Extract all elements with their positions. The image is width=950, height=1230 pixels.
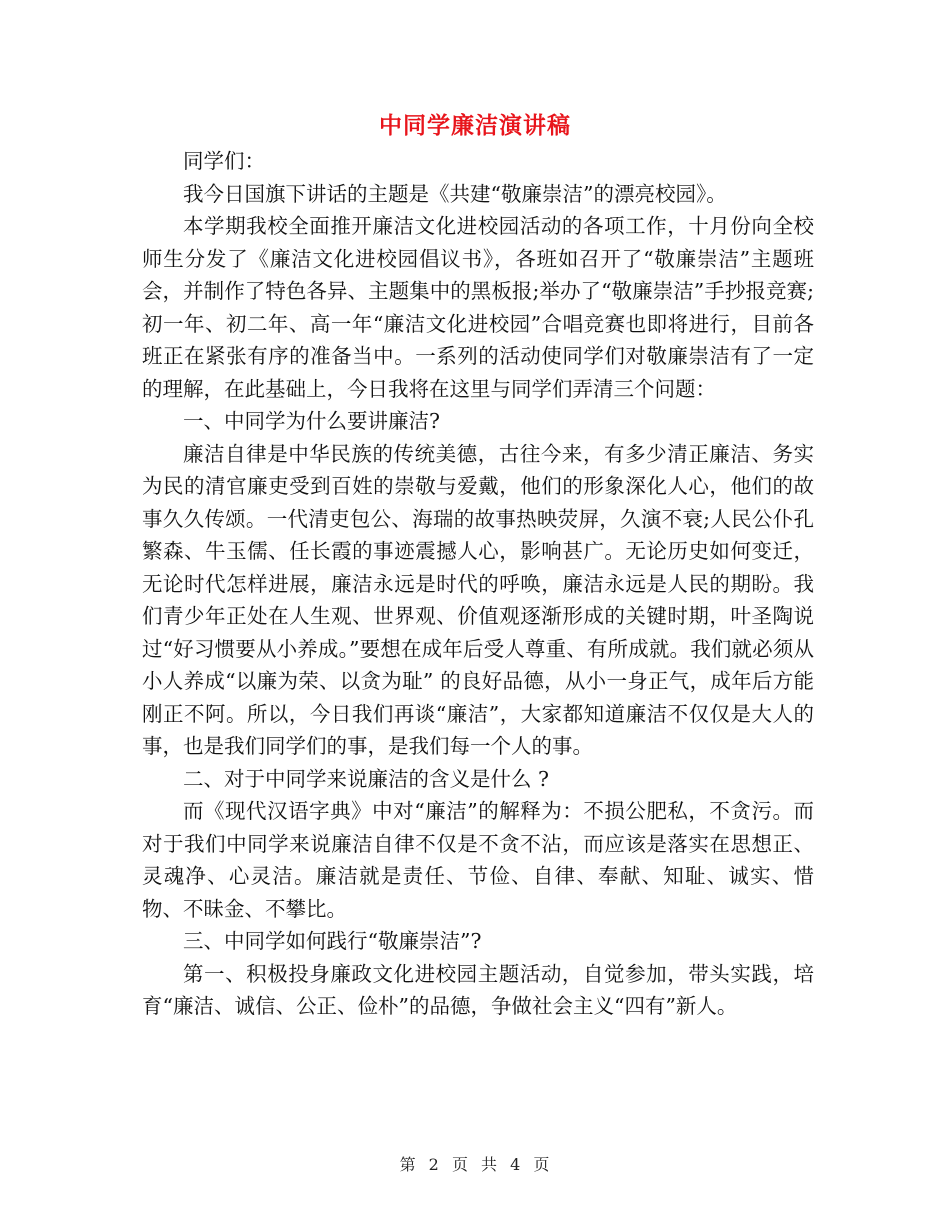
paragraph-background: 本学期我校全面推开廉洁文化进校园活动的各项工作，十月份向全校师生分发了《廉洁文化进校园倡议书》，各班如召开了“敬廉崇洁”主题班会，并制作了特色各异、主题集中的黑板报;举办了“敬廉崇洁”手抄报竞赛;初一年、初二年、高一年“廉洁文化进校园”合唱竞赛也即将进行，目前各班正在紧张有序的准备当中。一系列的活动使同学们对敬廉崇洁有了一定的理解，在此基础上，今日我将在这里与同学们弄清三个问题： — [142, 214, 814, 401]
document-body — [142, 145, 814, 1023]
paragraph-greeting: 同学们： — [183, 149, 265, 173]
heading-question-2: 二、对于中同学来说廉洁的含义是什么 ? — [183, 766, 550, 791]
paragraph-answer-3: 第一、积极投身廉政文化进校园主题活动，自觉参加，带头实践，培育“廉洁、诚信、公正、俭朴”的品德，争做社会主义“四有”新人。 — [142, 961, 814, 1018]
page-footer: 第 2 页 共 4 页 — [399, 1155, 551, 1174]
paragraph-answer-1: 廉洁自律是中华民族的传统美德，古往今来，有多少清正廉洁、务实为民的清官廉吏受到百姓的崇敬与爱戴，他们的形象深化人心，他们的故事久久传颂。一代清吏包公、海瑞的故事热映荧屏，久演不衰;人民公仆孔繁森、牛玉儒、任长霞的事迹震撼人心，影响甚广。无论历史如何变迁，无论时代怎样进展，廉洁永远是时代的呼唤，廉洁永远是人民的期盼。我们青少年正处在人生观、世界观、价值观逐渐形成的关键时期，叶圣陶说过“好习惯要从小养成。”要想在成年后受人尊重、有所成就。我们就必须从小人养成“以廉为荣、以贪为耻” 的良好品德，从小一身正气，成年后方能刚正不阿。所以，今日我们再谈“廉洁”，大家都知道廉洁不仅仅是大人的事，也是我们同学们的事，是我们每一个人的事。 — [142, 441, 814, 758]
heading-question-3: 三、中同学如何践行“敬廉崇洁”? — [183, 929, 482, 953]
document-title: 中同学廉洁演讲稿 — [379, 113, 571, 139]
paragraph-answer-2: 而《现代汉语字典》中对“廉洁”的解释为：不损公肥私，不贪污。而对于我们中同学来说廉洁自律不仅是不贪不沾，而应该是落实在思想正、灵魂净、心灵洁。廉洁就是责任、节俭、自律、奉献、知耻、诚实、惜物、不昧金、不攀比。 — [142, 799, 814, 921]
heading-question-1: 一、中同学为什么要讲廉洁? — [183, 409, 440, 433]
paragraph-topic: 我今日国旗下讲话的主题是《共建“敬廉崇洁”的漂亮校园》。 — [183, 181, 727, 206]
